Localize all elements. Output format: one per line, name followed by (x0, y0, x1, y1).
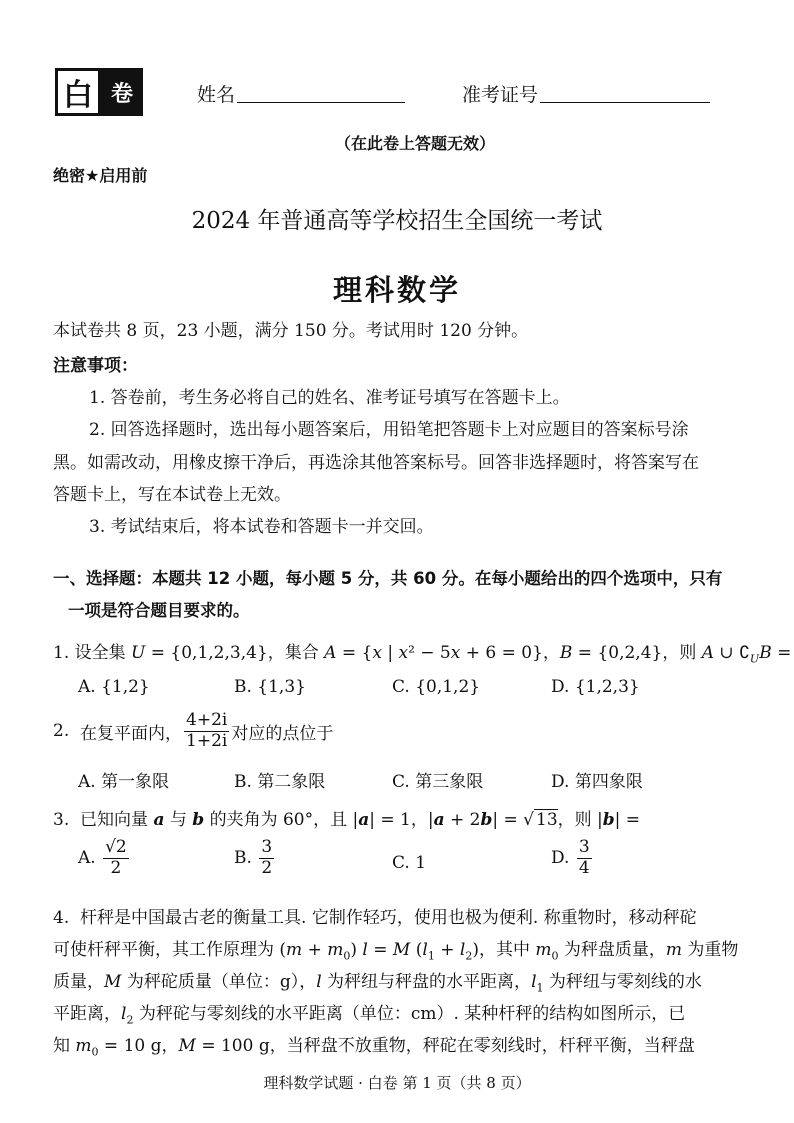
q4-sub: 0 (551, 949, 559, 963)
q3-option-a (78, 838, 131, 878)
question-4-line4 (53, 999, 685, 1026)
q3-option-b-fraction (259, 838, 274, 878)
q4-text: ) (350, 940, 363, 960)
question-2 (53, 711, 333, 751)
q4-var: M (178, 1036, 196, 1056)
q3-option-b (234, 838, 276, 878)
q4-var: m (535, 940, 552, 960)
note-item-3: 3. 考试结束后，将本试卷和答题卡一并交回。 (89, 517, 434, 537)
q4-var: m (75, 1036, 92, 1056)
q4-text: 知 (53, 1036, 76, 1056)
q4-var: M (392, 940, 411, 960)
q3-option-d-fraction (577, 838, 592, 878)
q3-option-b-num: 3 (261, 837, 273, 857)
name-field[interactable] (237, 80, 405, 103)
intro-text: 本试卷共 8 页，23 小题，满分 150 分。考试用时 120 分钟。 (53, 321, 529, 341)
q3-sqrt-value: 13 (536, 810, 558, 830)
secret-mark: 绝密★启用前 (53, 166, 148, 185)
q4-text: 为秤纽与零刻线的水 (543, 972, 702, 992)
q3-option-a-den: 2 (110, 857, 122, 878)
q1-text: = (771, 643, 792, 663)
exam-id-label: 准考证号 (462, 84, 539, 106)
badge-char-bai: 白 (55, 68, 101, 116)
q3-text: 与 (164, 810, 193, 830)
q4-text: 为重物 (682, 940, 739, 960)
q2-option-d: D. 第四象限 (551, 772, 643, 792)
q3-option-b-label: B. (234, 848, 252, 869)
q1-option-d: D. {1,2,3} (551, 677, 640, 697)
q4-text: 可使杆秤平衡，其工作原理为 ( (53, 940, 287, 960)
q4-text: + (434, 940, 460, 960)
q4-sub: 1 (427, 949, 435, 963)
notes-heading: 注意事项： (53, 356, 138, 376)
q3-vector-a: a (433, 810, 445, 830)
question-4-line1 (53, 903, 697, 928)
q1-var: B (559, 643, 573, 663)
q1-var: A (701, 643, 715, 663)
q2-fraction (184, 711, 229, 751)
q3-option-d-num: 3 (578, 837, 590, 857)
exam-title: 2024 年普通高等学校招生全国统一考试 (191, 208, 603, 234)
q4-text: = 100 g，当秤盘不放重物，秤砣在零刻线时，杆秤平衡，当秤盘 (195, 1036, 695, 1056)
q3-text: + 2 (444, 810, 481, 830)
q3-text: | = (614, 810, 641, 830)
q4-text: = (367, 940, 393, 960)
q1-var: U (131, 643, 146, 663)
q2-option-a: A. 第一象限 (78, 772, 170, 792)
q4-number: 4. (53, 908, 70, 928)
q4-text: 杆秤是中国最古老的衡量工具. 它制作轻巧，使用也极为便利. 称重物时，移动秤砣 (80, 908, 697, 928)
q4-var: l (531, 972, 537, 992)
q3-sqrt-sign: √ (523, 810, 534, 830)
q2-option-c: C. 第三象限 (392, 772, 484, 792)
note-item-2-line3: 答题卡上，写在本试卷上无效。 (53, 485, 291, 505)
q1-text: ² − 5 (408, 643, 451, 663)
q4-sub: 2 (126, 1013, 134, 1027)
q3-vector-b: b (192, 810, 205, 830)
note-item-2-line2: 黑。如需改动，用橡皮擦干净后，再选涂其他答案标号。回答非选择题时，将答案写在 (53, 453, 699, 473)
q2-fraction-numerator: 4+2i (186, 710, 228, 730)
q3-vector-a: a (153, 810, 165, 830)
invalid-note: （在此卷上答题无效） (335, 134, 496, 153)
note-item-2-line1: 2. 回答选择题时，选出每小题答案后，用铅笔把答题卡上对应题目的答案标号涂 (89, 420, 689, 440)
q4-text: 为秤砣质量（单位：g）， (121, 972, 317, 992)
section-heading-line1: 一、选择题：本题共 12 小题，每小题 5 分，共 60 分。在每小题给出的四个选项中，只有 (53, 569, 723, 588)
q4-var: m (327, 940, 344, 960)
question-3 (53, 805, 640, 830)
white-paper-badge (55, 68, 143, 116)
q4-sub: 0 (343, 949, 351, 963)
q4-text: )，其中 (472, 940, 536, 960)
q2-number: 2. (53, 721, 70, 742)
q4-var: l (121, 1004, 127, 1024)
q1-text: 设全集 (74, 643, 132, 663)
q3-option-b-den: 2 (261, 857, 273, 878)
question-4-line2 (53, 935, 738, 962)
q1-text: = { (336, 643, 373, 663)
q2-fraction-denominator: 1+2i (186, 730, 228, 751)
q3-option-d (551, 838, 594, 878)
q1-text: | (381, 643, 399, 663)
q4-text: = 10 g， (98, 1036, 179, 1056)
q4-text: 为秤纽与秤盘的水平距离， (321, 972, 532, 992)
q4-text: 为秤砣与零刻线的水平距离（单位：cm）. 某种杆秤的结构如图所示，已 (133, 1004, 686, 1024)
q3-option-a-fraction (103, 838, 129, 878)
q3-text: | = (492, 810, 524, 830)
q2-text: 在复平面内， (80, 723, 183, 744)
question-4-line5 (53, 1031, 695, 1058)
q1-text: = {0,2,4}，则 (572, 643, 702, 663)
q1-sub: U (749, 652, 760, 666)
q1-option-c: C. {0,1,2} (392, 677, 481, 697)
q4-sub: 2 (465, 949, 473, 963)
q4-var: l (316, 972, 322, 992)
q4-text: + (302, 940, 328, 960)
q3-vector-b: b (602, 810, 615, 830)
q4-sub: 0 (91, 1045, 99, 1059)
q3-option-a-label: A. (78, 848, 96, 869)
q4-text: 为秤盘质量， (558, 940, 666, 960)
q2-option-b: B. 第二象限 (234, 772, 326, 792)
q1-text: + 6 = 0}， (460, 643, 560, 663)
q3-option-d-den: 4 (578, 857, 590, 878)
exam-id-field[interactable] (540, 80, 710, 103)
q1-number: 1. (53, 643, 70, 663)
q3-text: ，则 | (557, 810, 603, 830)
q1-option-b: B. {1,3} (234, 677, 306, 697)
q3-number: 3. (53, 810, 70, 830)
q4-var: l (422, 940, 428, 960)
note-item-1: 1. 答卷前，考生务必将自己的姓名、准考证号填写在答题卡上。 (89, 388, 570, 408)
q4-var: l (362, 940, 368, 960)
page-footer: 理科数学试题 · 白卷 第 1 页（共 8 页） (263, 1074, 531, 1092)
q3-text: 的夹角为 60°，且 | (204, 810, 359, 830)
q1-option-a: A. {1,2} (78, 677, 150, 697)
q3-vector-a: a (358, 810, 370, 830)
q4-text: 平距离， (53, 1004, 121, 1024)
q4-var: M (104, 972, 122, 992)
question-1 (53, 638, 791, 665)
q3-vector-b: b (480, 810, 493, 830)
q3-text: | = 1，| (369, 810, 434, 830)
name-label: 姓名 (197, 84, 236, 106)
q3-option-c: C. 1 (392, 853, 427, 873)
q4-text: ( (410, 940, 423, 960)
q1-var: x (372, 643, 382, 663)
q1-var: B (759, 643, 772, 663)
q4-text: 质量， (53, 972, 104, 992)
q4-sub: 1 (536, 981, 544, 995)
q1-var: x (450, 643, 461, 663)
q1-var: x (398, 643, 409, 663)
q3-text: 已知向量 (80, 810, 154, 830)
q1-text: ∪ ∁ (714, 643, 750, 663)
q1-text: = {0,1,2,3,4}，集合 (145, 643, 325, 663)
q4-var: m (286, 940, 303, 960)
subject-title: 理科数学 (332, 273, 461, 307)
q3-option-a-num: √2 (105, 837, 127, 857)
question-4-line3 (53, 967, 702, 994)
q3-option-d-label: D. (551, 848, 570, 869)
badge-char-juan: 卷 (101, 68, 143, 116)
q1-var: A (324, 643, 337, 663)
q4-var: m (665, 940, 683, 960)
q2-text-tail: 对应的点位于 (231, 723, 334, 744)
section-heading-line2: 一项是符合题目要求的。 (68, 601, 250, 620)
q4-var: l (459, 940, 466, 960)
